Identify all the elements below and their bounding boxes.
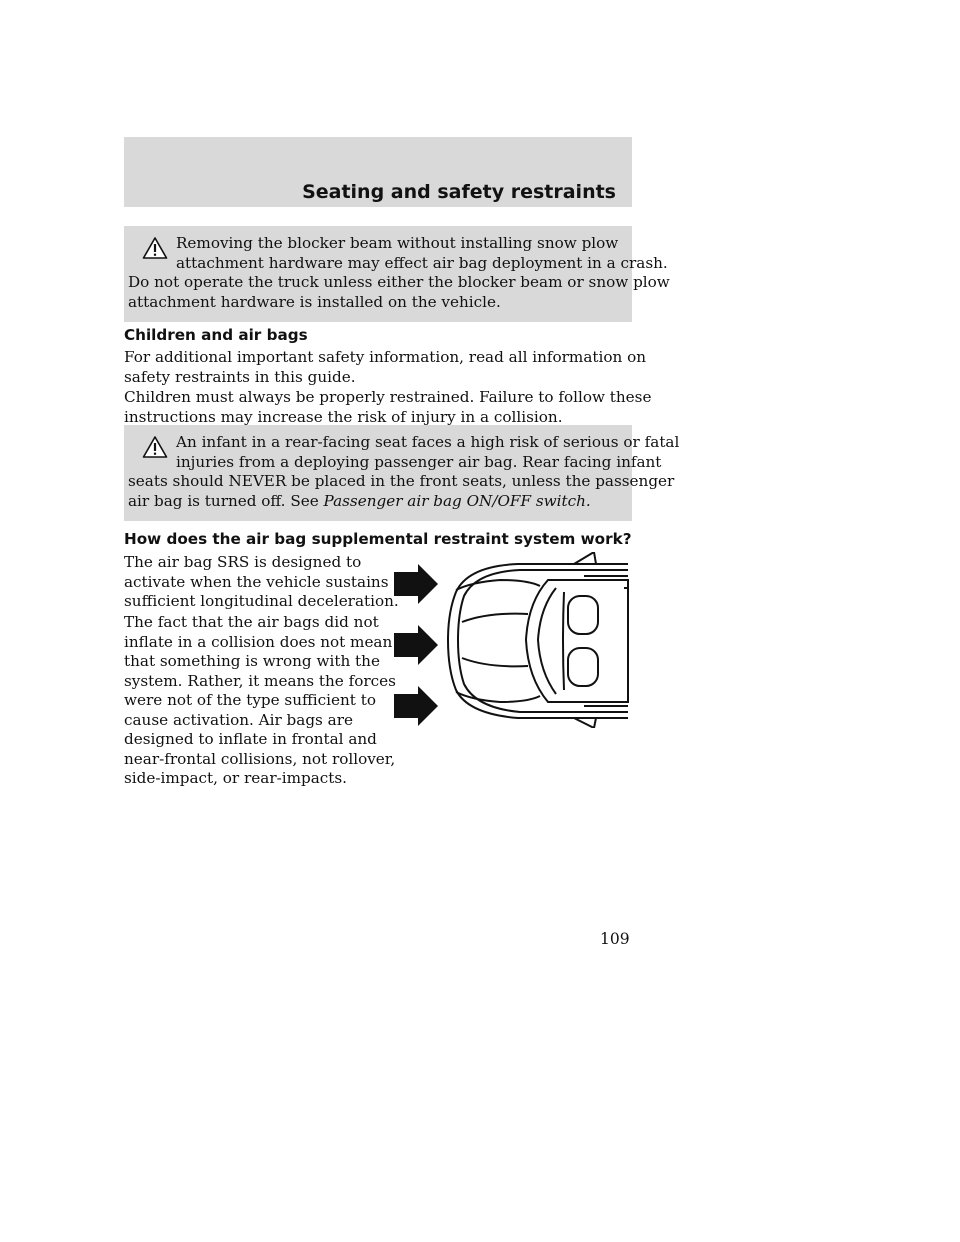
section-heading-srs: How does the air bag supplemental restraint system work? — [124, 530, 632, 548]
warning-box-infant-seat — [124, 425, 680, 521]
page-number: 109 — [600, 930, 630, 948]
warning-line: attachment hardware may effect air bag deployment in a crash. — [176, 253, 668, 272]
text-line: near-frontal collisions, not rollover, — [124, 749, 396, 768]
text-line: instructions may increase the risk of injury in a collision. — [124, 407, 563, 426]
text-line: were not of the type sufficient to — [124, 691, 376, 709]
warning-triangle-icon — [142, 236, 168, 260]
text-line: side-impact, or rear-impacts. — [124, 769, 347, 787]
warning-line — [128, 492, 622, 512]
vehicle-top-view-illustration — [448, 552, 628, 728]
text-line: that something is wrong with the — [124, 652, 380, 670]
text-line: The air bag SRS is designed to — [124, 553, 362, 571]
warning-line: injuries from a deploying passenger air bag. Rear facing infant — [176, 452, 662, 471]
frontal-impact-arrow-icon — [394, 564, 438, 604]
warning-line: Do not operate the truck unless either the blocker beam or snow plow — [128, 273, 670, 291]
text-line: sufficient longitudinal deceleration. — [124, 592, 399, 610]
warning-line: Removing the blocker beam without installing snow plow — [176, 234, 619, 252]
frontal-impact-arrow-icon — [394, 625, 438, 665]
paragraph-srs-design — [124, 553, 399, 612]
warning-line: seats should NEVER be placed in the front seats, unless the passenger — [128, 472, 675, 490]
header-band — [124, 137, 632, 207]
warning-box-blocker-beam — [124, 226, 670, 322]
paragraph-srs-inflation — [124, 613, 396, 789]
warning-line: An infant in a rear-facing seat faces a high risk of serious or fatal — [176, 433, 680, 451]
section-heading-children: Children and air bags — [124, 326, 308, 344]
text-line: designed to inflate in frontal and — [124, 730, 377, 748]
frontal-impact-arrow-icon — [394, 686, 438, 726]
frontal-impact-illustration — [388, 552, 632, 728]
text-line: system. Rather, it means the forces — [124, 671, 396, 690]
text-line: The fact that the air bags did not — [124, 613, 379, 631]
cross-reference-link-text: Passenger air bag ON/OFF switch. — [323, 491, 591, 510]
text-line: safety restraints in this guide. — [124, 367, 356, 386]
warning-text: air bag is turned off. See — [128, 491, 324, 510]
page-header-title: Seating and safety restraints — [302, 181, 616, 203]
text-line: activate when the vehicle sustains — [124, 572, 389, 591]
warning-triangle-icon — [142, 435, 168, 459]
text-line: inflate in a collision does not mean — [124, 632, 393, 651]
text-line: cause activation. Air bags are — [124, 710, 353, 729]
paragraph-safety-info — [124, 348, 647, 387]
text-line: Children must always be properly restrained. Failure to follow these — [124, 388, 652, 406]
text-line: For additional important safety information, read all information on — [124, 348, 647, 366]
paragraph-children-restrained — [124, 388, 652, 427]
warning-line: attachment hardware is installed on the vehicle. — [128, 292, 501, 311]
